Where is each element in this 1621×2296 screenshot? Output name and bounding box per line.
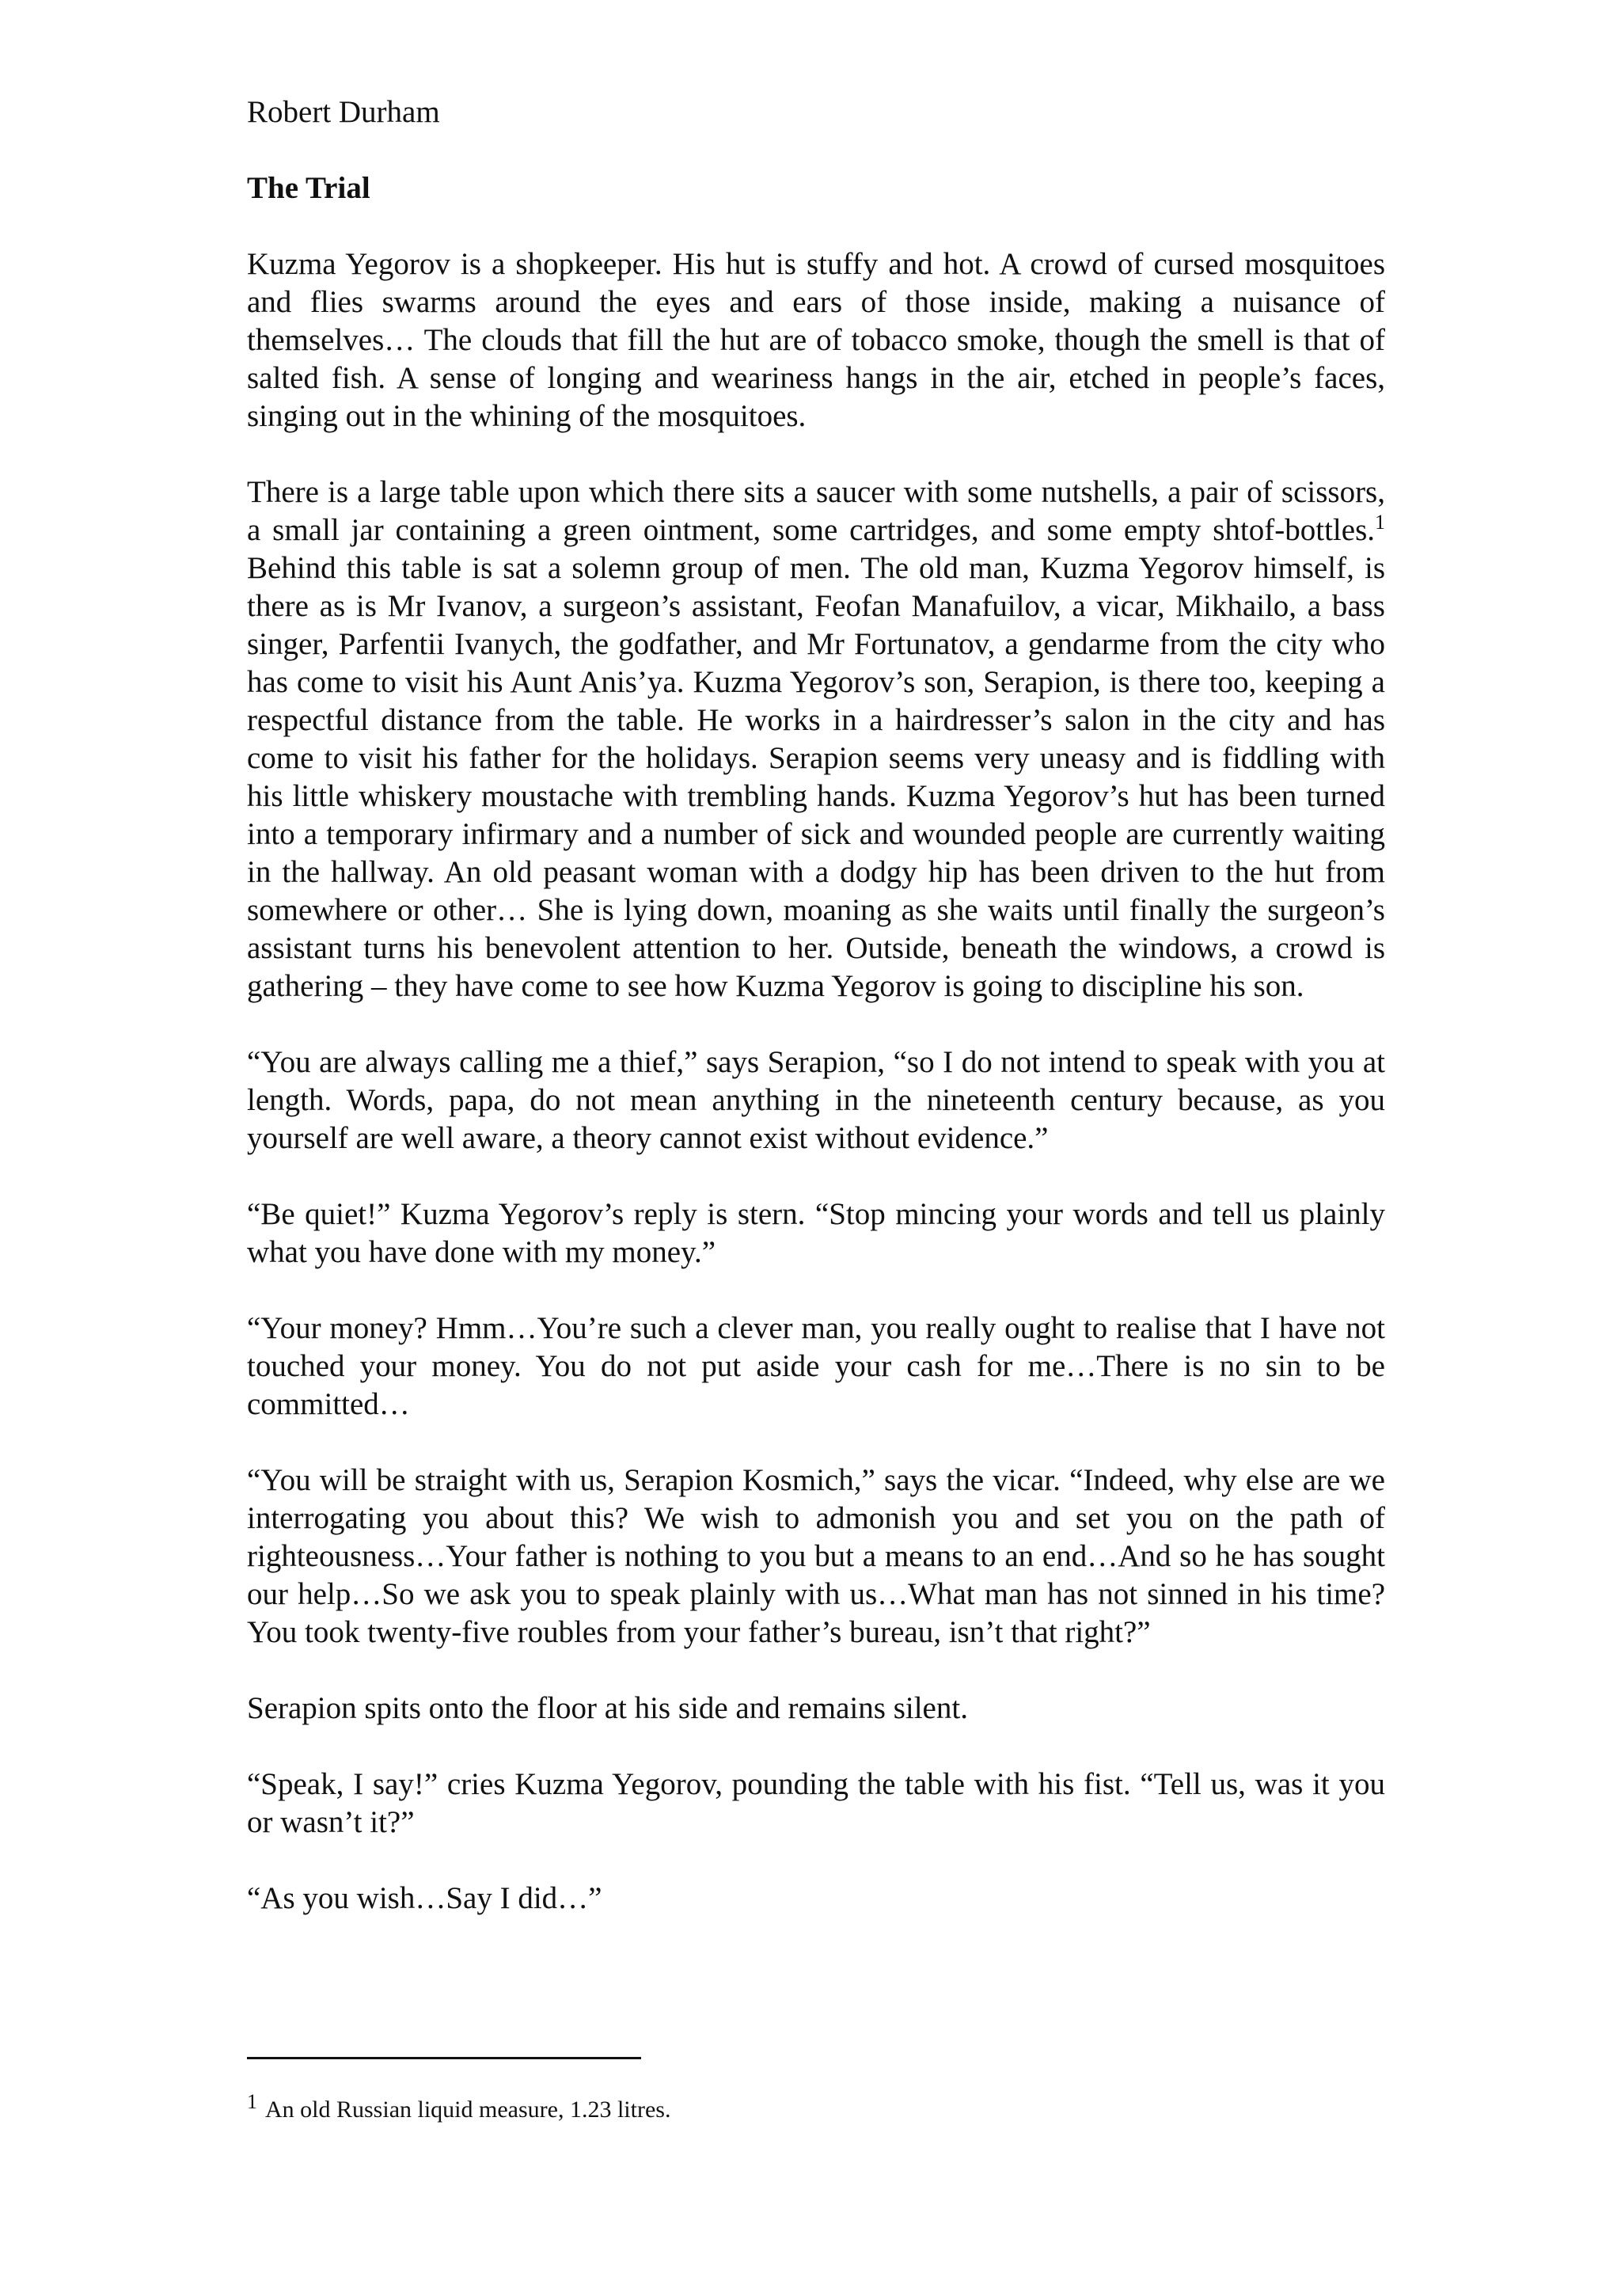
paragraph: “You are always calling me a thief,” says Serapion, “so I do not intend to speak with you at length. Words, papa, do not mean anything in the nineteenth century because, as you yourself are well aware, a theory cannot exist without evidence.” (247, 1045, 1385, 1155)
paragraph: Serapion spits onto the floor at his side and remains silent. (247, 1691, 968, 1725)
paragraph: “You will be straight with us, Serapion Kosmich,” says the vicar. “Indeed, why else are we interrogating you about this? We wish to admonish you and set you on the path of righteousness…Your father is nothing to you but a means to an end…And so he has sought our help…So we ask you to speak plainly with us…What man has not sinned in his time? You took twenty-five roubles from your father’s bureau, isn’t that right?” (247, 1463, 1385, 1649)
footnote-separator (247, 2057, 641, 2059)
paragraph: “Speak, I say!” cries Kuzma Yegorov, pounding the table with his fist. “Tell us, was it you or wasn’t it?” (247, 1767, 1385, 1839)
paragraph: “Be quiet!” Kuzma Yegorov’s reply is stern. “Stop mincing your words and tell us plainly what you have done with my money.” (247, 1197, 1385, 1269)
paragraph-text: There is a large table upon which there sits a saucer with some nutshells, a pair of scissors, a small jar containing a green ointment, some cartridges, and some empty shtof-bottles. (247, 475, 1385, 547)
document-body (247, 93, 1385, 1956)
footnote-text: An old Russian liquid measure, 1.23 litres. (265, 2096, 671, 2123)
footnote (247, 2090, 671, 2126)
paragraph: Kuzma Yegorov is a shopkeeper. His hut is stuffy and hot. A crowd of cursed mosquitoes and flies swarms around the eyes and ears of those inside, making a nuisance of themselves… The clouds that fill the hut are of tobacco smoke, though the smell is that of salted fish. A sense of longing and weariness hangs in the air, etched in people’s faces, singing out in the whining of the mosquitoes. (247, 247, 1385, 433)
paragraph: “Your money? Hmm…You’re such a clever man, you really ought to realise that I have not touched your money. You do not put aside your cash for me…There is no sin to be committed… (247, 1311, 1385, 1421)
paragraph-text: Behind this table is sat a solemn group of men. The old man, Kuzma Yegorov himself, is there as is Mr Ivanov, a surgeon’s assistant, Feofan Manafuilov, a vicar, Mikhailo, a bass singer, Parfentii Ivanych, the godfather, and Mr Fortunatov, a gendarme from the city who has come to visit his Aunt Anis’ya. Kuzma Yegorov’s son, Serapion, is there too, keeping a respectful distance from the table. He works in a hairdresser’s salon in the city and has come to visit his father for the holidays. Serapion seems very uneasy and is fiddling with his little whiskery moustache with trembling hands. Kuzma Yegorov’s hut has been turned into a temporary infirmary and a number of sick and wounded people are currently waiting in the hallway. An old peasant woman with a dodgy hip has been driven to the hut from somewhere or other… She is lying down, moaning as she waits until finally the surgeon’s assistant turns his benevolent attention to her. Outside, beneath the windows, a crowd is gathering – they have come to see how Kuzma Yegorov is going to discipline his son. (247, 551, 1385, 1003)
footnote-reference[interactable]: 1 (1375, 511, 1385, 534)
footnote-number: 1 (247, 2090, 257, 2113)
paragraph: “As you wish…Say I did…” (247, 1881, 602, 1915)
paragraph-with-footnote (247, 473, 1385, 1005)
story-title: The Trial (247, 171, 370, 205)
author-name: Robert Durham (247, 95, 440, 129)
